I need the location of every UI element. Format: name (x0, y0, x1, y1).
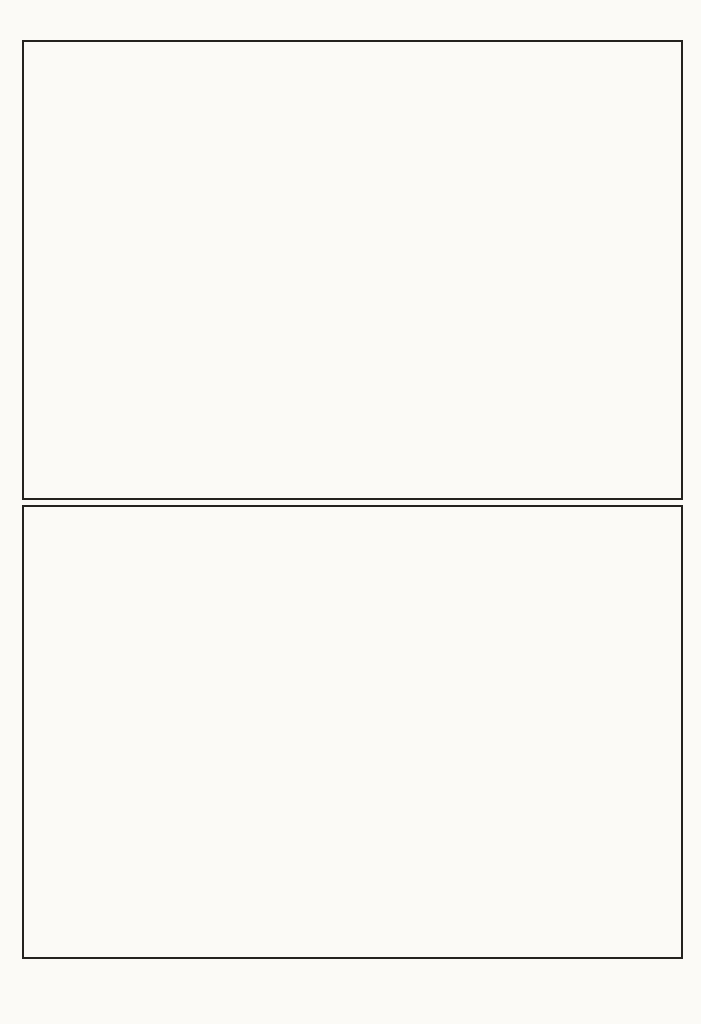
roster-table-top (22, 40, 683, 500)
roster-table-bottom (22, 505, 683, 959)
